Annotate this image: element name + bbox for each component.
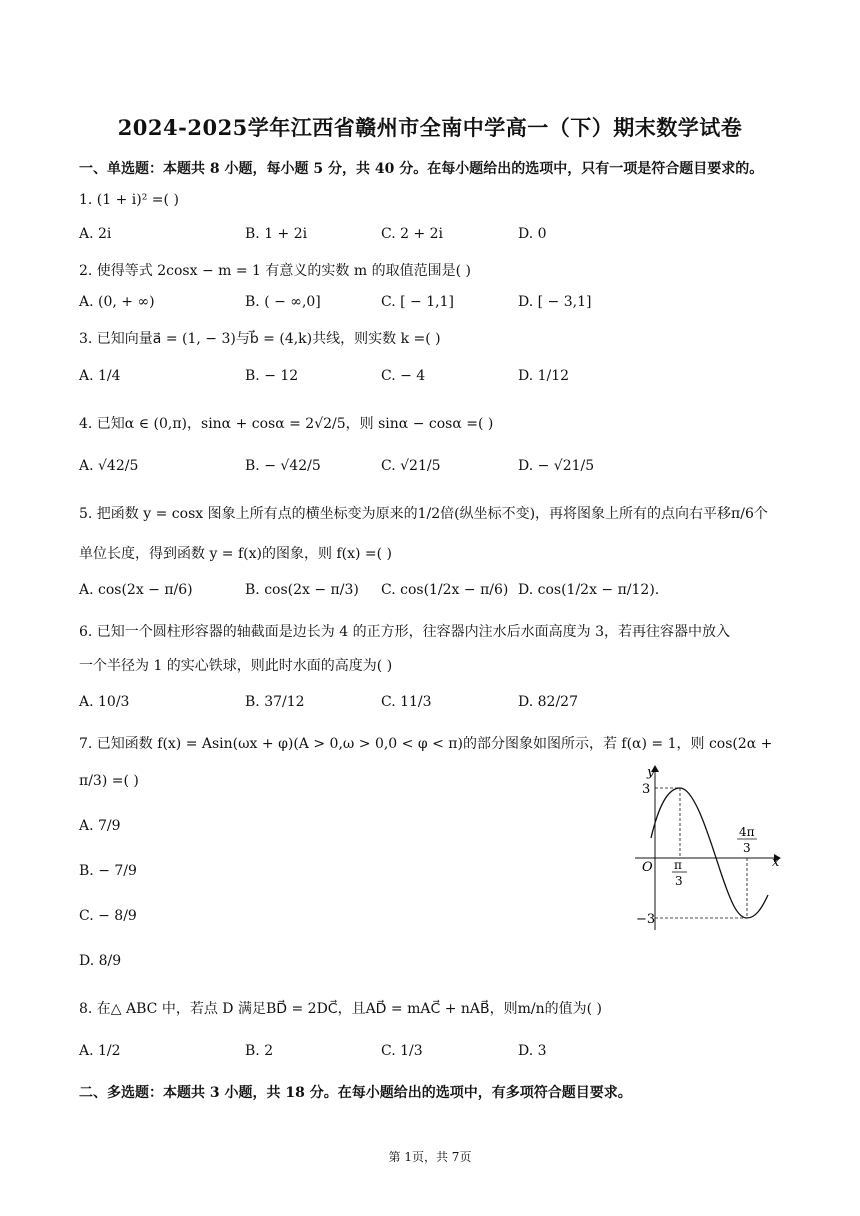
sine-function-graph [625,760,785,935]
question-7-stem-line-2: π/3) =( ) [79,773,139,789]
page-footer: 第 1页，共 7页 [388,1150,472,1164]
question-2-option-d: D. [ − 3,1] [518,294,592,310]
question-4-stem: 4. 已知α ∈ (0,π)，sinα + cosα = 2√2/5，则 sinα − cosα =( ) [79,416,494,432]
question-2-stem: 2. 使得等式 2cosx − m = 1 有意义的实数 m 的取值范围是( ) [79,263,471,279]
question-1-stem: 1. (1 + i)² =( ) [79,192,179,208]
question-3-option-b: B. − 12 [245,368,299,384]
question-7-stem-line-1: 7. 已知函数 f(x) = Asin(ωx + φ)(A > 0,ω > 0,0 < φ < π)的部分图象如图所示，若 f(α) = 1，则 cos(2α + [79,736,773,752]
question-1-option-b: B. 1 + 2i [245,226,308,242]
question-6-option-c: C. 11/3 [381,694,432,710]
question-5-option-c: C. cos(1/2x − π/6) [381,582,509,598]
x2-label-denominator: 3 [743,841,751,855]
x1-label-numerator: π [674,858,682,872]
question-3-option-c: C. − 4 [381,368,426,384]
question-5-option-b: B. cos(2x − π/3) [245,582,359,598]
question-3-stem: 3. 已知向量a⃗ = (1, − 3)与b⃗ = (4,k)共线，则实数 k =( ) [79,331,441,347]
origin-label: O [642,860,653,875]
section-heading-single-choice: 一、单选题：本题共 8 小题，每小题 5 分，共 40 分。在每小题给出的选项中，只有一项是符合题目要求的。 [79,161,764,177]
question-1-option-a: A. 2i [79,226,112,242]
page-title: 2024-2025学年江西省赣州市全南中学高一（下）期末数学试卷 [117,115,743,140]
question-8-option-a: A. 1/2 [79,1043,121,1059]
question-8-stem: 8. 在△ ABC 中，若点 D 满足BD⃗ = 2DC⃗，且AD⃗ = mAC⃗ + nAB⃗，则m/n的值为( ) [79,1001,603,1017]
question-7-option-d: D. 8/9 [79,953,122,969]
question-8-option-c: C. 1/3 [381,1043,423,1059]
section-heading-multi-choice: 二、多选题：本题共 3 小题，共 18 分。在每小题给出的选项中，有多项符合题目要求。 [79,1085,632,1101]
question-7-option-b: B. − 7/9 [79,863,137,879]
y-axis-label: y [647,765,655,780]
x-axis-label: x [772,855,780,870]
question-1-option-c: C. 2 + 2i [381,226,444,242]
question-5-stem-line-1: 5. 把函数 y = cosx 图象上所有点的横坐标变为原来的1/2倍(纵坐标不变)，再将图象上所有的点向右平移π/6个 [79,506,768,522]
question-6-option-b: B. 37/12 [245,694,305,710]
question-5-option-d: D. cos(1/2x − π/12). [518,582,660,598]
question-3-option-a: A. 1/4 [79,368,121,384]
x2-label-numerator: 4π [739,825,755,839]
question-7-option-a: A. 7/9 [79,818,121,834]
question-4-option-d: D. − √21/5 [518,458,595,474]
question-5-stem-line-2: 单位长度，得到函数 y = f(x)的图象，则 f(x) =( ) [79,546,392,562]
question-7-option-c: C. − 8/9 [79,908,137,924]
question-5-option-a: A. cos(2x − π/6) [79,582,193,598]
question-6-option-d: D. 82/27 [518,694,578,710]
question-6-stem-line-1: 6. 已知一个圆柱形容器的轴截面是边长为 4 的正方形，往容器内注水后水面高度为 3，若再往容器中放入 [79,624,730,640]
question-3-option-d: D. 1/12 [518,368,570,384]
question-1-option-d: D. 0 [518,226,547,242]
question-4-option-a: A. √42/5 [79,458,139,474]
question-6-stem-line-2: 一个半径为 1 的实心铁球，则此时水面的高度为( ) [79,658,393,674]
question-6-option-a: A. 10/3 [79,694,130,710]
question-8-option-b: B. 2 [245,1043,274,1059]
y-min-label: −3 [636,912,656,927]
x1-label-denominator: 3 [675,874,683,888]
y-max-label: 3 [642,782,651,797]
question-8-option-d: D. 3 [518,1043,547,1059]
question-4-option-b: B. − √42/5 [245,458,321,474]
question-2-option-c: C. [ − 1,1] [381,294,454,310]
question-4-option-c: C. √21/5 [381,458,441,474]
question-2-option-b: B. ( − ∞,0] [245,294,321,310]
question-2-option-a: A. (0, + ∞) [79,294,155,310]
